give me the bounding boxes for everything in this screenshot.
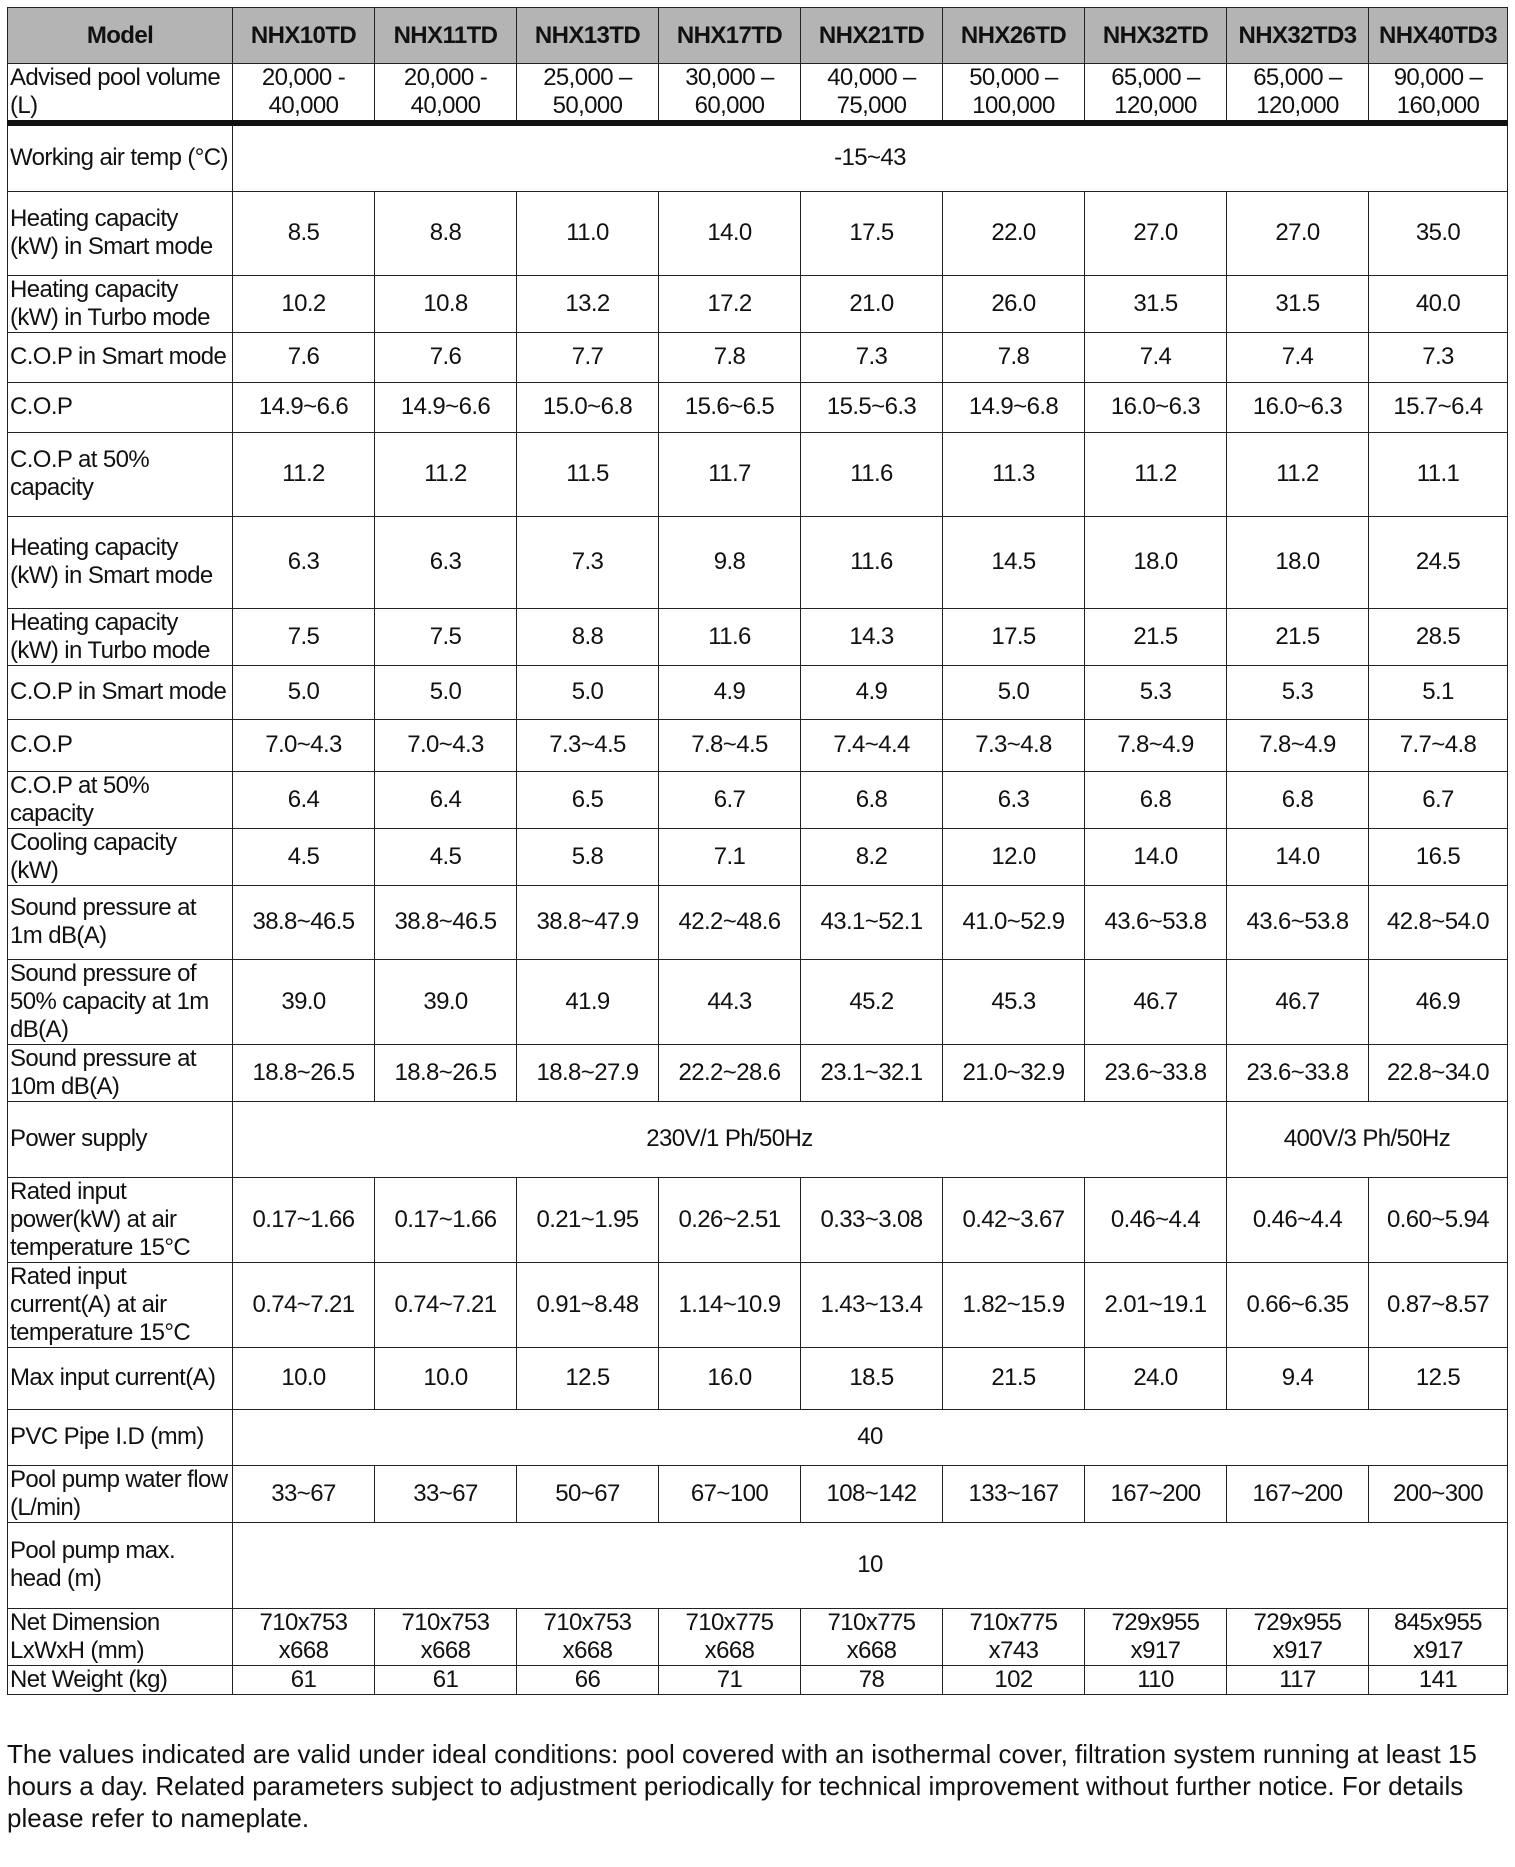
table-cell: 23.1~32.1 [801,1044,943,1101]
row-label: Pool pump water flow (L/min) [8,1465,233,1522]
table-cell: 710x775 x743 [943,1608,1085,1665]
table-cell: 11.2 [1227,432,1369,516]
spec-sheet [7,7,1507,1695]
table-cell: 710x775 x668 [801,1608,943,1665]
table-cell: 15.0~6.8 [517,382,659,432]
row-label: Heating capacity (kW) in Smart mode [8,191,233,275]
table-row [8,1665,1508,1694]
table-cell: 6.3 [943,771,1085,828]
table-cell: 0.21~1.95 [517,1177,659,1262]
table-cell: 845x955 x917 [1369,1608,1508,1665]
table-cell: 16.0~6.3 [1227,382,1369,432]
table-cell: 7.7~4.8 [1369,719,1508,771]
table-row [8,1608,1508,1665]
table-cell: 110 [1085,1665,1227,1694]
table-cell: 26.0 [943,275,1085,332]
table-cell: 43.1~52.1 [801,885,943,959]
table-cell: 7.3 [801,332,943,382]
table-cell: 38.8~47.9 [517,885,659,959]
table-cell: 14.3 [801,608,943,665]
table-cell: 20,000 - 40,000 [233,64,375,124]
table-row [8,959,1508,1044]
table-row [8,828,1508,885]
table-cell: 16.0 [659,1347,801,1409]
table-row [8,382,1508,432]
table-cell: 14.9~6.6 [233,382,375,432]
table-cell: 15.5~6.3 [801,382,943,432]
table-cell: 729x955 x917 [1085,1608,1227,1665]
table-row [8,719,1508,771]
table-cell: 14.0 [1085,828,1227,885]
row-label: C.O.P [8,719,233,771]
table-cell: 39.0 [375,959,517,1044]
row-label: PVC Pipe I.D (mm) [8,1409,233,1465]
table-cell: 17.5 [801,191,943,275]
row-label: Rated input current(A) at air temperature 15°C [8,1262,233,1347]
header-row [8,8,1508,64]
table-cell: 41.9 [517,959,659,1044]
header-model-column: NHX10TD [233,8,375,64]
table-row [8,1522,1508,1608]
table-cell: 28.5 [1369,608,1508,665]
table-cell: 22.8~34.0 [1369,1044,1508,1101]
header-model-column: NHX11TD [375,8,517,64]
table-cell: 7.4~4.4 [801,719,943,771]
table-cell: 38.8~46.5 [375,885,517,959]
table-cell: 14.0 [659,191,801,275]
table-cell: 710x753 x668 [375,1608,517,1665]
table-cell: 40,000 – 75,000 [801,64,943,124]
table-cell: 78 [801,1665,943,1694]
table-cell: 11.7 [659,432,801,516]
table-cell: 35.0 [1369,191,1508,275]
table-cell: 71 [659,1665,801,1694]
table-cell: 14.0 [1227,828,1369,885]
table-cell: 10 [233,1522,1508,1608]
table-cell: 4.5 [375,828,517,885]
table-row [8,1347,1508,1409]
table-cell: 21.5 [943,1347,1085,1409]
table-cell: 5.1 [1369,665,1508,719]
table-cell: 14.5 [943,516,1085,608]
table-cell: 65,000 – 120,000 [1227,64,1369,124]
table-cell: 11.5 [517,432,659,516]
table-cell: 21.0~32.9 [943,1044,1085,1101]
table-row [8,516,1508,608]
table-cell: 400V/3 Ph/50Hz [1227,1101,1508,1177]
table-cell: 41.0~52.9 [943,885,1085,959]
table-cell: 23.6~33.8 [1227,1044,1369,1101]
table-cell: 0.17~1.66 [375,1177,517,1262]
table-cell: -15~43 [233,123,1508,191]
table-cell: 6.8 [801,771,943,828]
table-cell: 11.0 [517,191,659,275]
table-cell: 11.2 [1085,432,1227,516]
table-cell: 1.14~10.9 [659,1262,801,1347]
table-cell: 43.6~53.8 [1085,885,1227,959]
table-cell: 90,000 – 160,000 [1369,64,1508,124]
table-cell: 18.8~27.9 [517,1044,659,1101]
table-cell: 46.9 [1369,959,1508,1044]
table-row [8,771,1508,828]
table-cell: 17.2 [659,275,801,332]
table-cell: 10.8 [375,275,517,332]
table-cell: 44.3 [659,959,801,1044]
table-cell: 45.2 [801,959,943,1044]
table-cell: 22.0 [943,191,1085,275]
row-label: Cooling capacity (kW) [8,828,233,885]
table-cell: 710x753 x668 [233,1608,375,1665]
table-cell: 16.0~6.3 [1085,382,1227,432]
table-row [8,191,1508,275]
header-model-column: NHX32TD3 [1227,8,1369,64]
row-label: Sound pressure of 50% capacity at 1m dB(A) [8,959,233,1044]
row-label: Pool pump max. head (m) [8,1522,233,1608]
header-model-column: NHX40TD3 [1369,8,1508,64]
table-cell: 167~200 [1085,1465,1227,1522]
table-cell: 6.4 [375,771,517,828]
table-cell: 12.5 [517,1347,659,1409]
table-cell: 7.5 [375,608,517,665]
table-cell: 8.8 [375,191,517,275]
table-cell: 30,000 – 60,000 [659,64,801,124]
table-cell: 46.7 [1085,959,1227,1044]
table-cell: 27.0 [1085,191,1227,275]
table-row [8,332,1508,382]
table-body [8,64,1508,1695]
header-model-column: NHX32TD [1085,8,1227,64]
table-cell: 7.0~4.3 [375,719,517,771]
table-cell: 38.8~46.5 [233,885,375,959]
header-model-column: NHX13TD [517,8,659,64]
table-cell: 0.33~3.08 [801,1177,943,1262]
table-cell: 7.8 [659,332,801,382]
row-label: Heating capacity (kW) in Turbo mode [8,608,233,665]
table-cell: 0.60~5.94 [1369,1177,1508,1262]
table-cell: 11.6 [659,608,801,665]
table-cell: 31.5 [1085,275,1227,332]
row-label: Sound pressure at 1m dB(A) [8,885,233,959]
table-cell: 15.6~6.5 [659,382,801,432]
table-cell: 24.0 [1085,1347,1227,1409]
table-cell: 65,000 – 120,000 [1085,64,1227,124]
table-row [8,123,1508,191]
table-cell: 5.0 [943,665,1085,719]
table-cell: 21.0 [801,275,943,332]
table-cell: 18.8~26.5 [233,1044,375,1101]
table-cell: 20,000 - 40,000 [375,64,517,124]
table-cell: 18.0 [1227,516,1369,608]
table-cell: 102 [943,1665,1085,1694]
table-cell: 133~167 [943,1465,1085,1522]
table-cell: 43.6~53.8 [1227,885,1369,959]
table-cell: 8.2 [801,828,943,885]
table-cell: 7.8~4.9 [1085,719,1227,771]
row-label: C.O.P at 50% capacity [8,771,233,828]
table-cell: 200~300 [1369,1465,1508,1522]
table-cell: 11.1 [1369,432,1508,516]
table-cell: 710x753 x668 [517,1608,659,1665]
table-cell: 6.8 [1227,771,1369,828]
table-cell: 2.01~19.1 [1085,1262,1227,1347]
table-row [8,432,1508,516]
table-cell: 0.91~8.48 [517,1262,659,1347]
table-row [8,1262,1508,1347]
table-row [8,1177,1508,1262]
table-cell: 0.46~4.4 [1085,1177,1227,1262]
table-cell: 12.0 [943,828,1085,885]
table-cell: 7.6 [233,332,375,382]
table-cell: 7.6 [375,332,517,382]
row-label: Sound pressure at 10m dB(A) [8,1044,233,1101]
header-model-column: NHX26TD [943,8,1085,64]
table-cell: 33~67 [375,1465,517,1522]
specification-table [7,7,1508,1695]
table-cell: 11.3 [943,432,1085,516]
table-cell: 10.2 [233,275,375,332]
row-label: Rated input power(kW) at air temperature 15°C [8,1177,233,1262]
table-cell: 50~67 [517,1465,659,1522]
table-cell: 31.5 [1227,275,1369,332]
table-cell: 1.43~13.4 [801,1262,943,1347]
table-cell: 4.9 [659,665,801,719]
table-cell: 5.3 [1085,665,1227,719]
table-cell: 12.5 [1369,1347,1508,1409]
table-cell: 15.7~6.4 [1369,382,1508,432]
table-cell: 7.0~4.3 [233,719,375,771]
table-cell: 11.6 [801,516,943,608]
row-label: Advised pool volume (L) [8,64,233,124]
table-cell: 5.0 [375,665,517,719]
table-row [8,1465,1508,1522]
table-cell: 6.8 [1085,771,1227,828]
table-cell: 61 [375,1665,517,1694]
table-cell: 11.6 [801,432,943,516]
table-cell: 1.82~15.9 [943,1262,1085,1347]
table-cell: 0.87~8.57 [1369,1262,1508,1347]
row-label: Working air temp (°C) [8,123,233,191]
table-cell: 67~100 [659,1465,801,1522]
row-label: Net Dimension LxWxH (mm) [8,1608,233,1665]
table-cell: 7.4 [1227,332,1369,382]
table-cell: 39.0 [233,959,375,1044]
table-row [8,1044,1508,1101]
table-cell: 14.9~6.8 [943,382,1085,432]
table-cell: 40 [233,1409,1508,1465]
table-cell: 230V/1 Ph/50Hz [233,1101,1227,1177]
table-cell: 10.0 [375,1347,517,1409]
table-cell: 9.8 [659,516,801,608]
table-cell: 22.2~28.6 [659,1044,801,1101]
table-cell: 7.4 [1085,332,1227,382]
header-model-column: NHX21TD [801,8,943,64]
row-label: C.O.P in Smart mode [8,665,233,719]
row-label: C.O.P in Smart mode [8,332,233,382]
table-cell: 6.5 [517,771,659,828]
table-cell: 7.8~4.9 [1227,719,1369,771]
table-cell: 6.4 [233,771,375,828]
footnote: The values indicated are valid under ideal conditions: pool covered with an isothermal cover, filtration system running at least 15 hours a day. Related parameters subject to adjustment periodically for technical improvement without further notice. For details please refer to nameplate. [7,1739,1477,1833]
table-cell: 7.7 [517,332,659,382]
table-cell: 50,000 – 100,000 [943,64,1085,124]
table-cell: 141 [1369,1665,1508,1694]
table-cell: 7.3 [517,516,659,608]
table-row [8,1409,1508,1465]
table-cell: 18.0 [1085,516,1227,608]
table-cell: 0.26~2.51 [659,1177,801,1262]
table-cell: 21.5 [1085,608,1227,665]
table-cell: 0.74~7.21 [375,1262,517,1347]
table-cell: 33~67 [233,1465,375,1522]
table-cell: 5.8 [517,828,659,885]
table-cell: 8.5 [233,191,375,275]
table-cell: 11.2 [233,432,375,516]
table-row [8,608,1508,665]
row-label: Max input current(A) [8,1347,233,1409]
table-cell: 18.8~26.5 [375,1044,517,1101]
table-row [8,275,1508,332]
row-label: Heating capacity (kW) in Smart mode [8,516,233,608]
table-cell: 7.3~4.5 [517,719,659,771]
table-cell: 0.66~6.35 [1227,1262,1369,1347]
table-cell: 7.1 [659,828,801,885]
table-cell: 13.2 [517,275,659,332]
table-cell: 0.17~1.66 [233,1177,375,1262]
table-cell: 45.3 [943,959,1085,1044]
table-cell: 18.5 [801,1347,943,1409]
row-label: Heating capacity (kW) in Turbo mode [8,275,233,332]
table-cell: 16.5 [1369,828,1508,885]
table-row [8,665,1508,719]
header-model-column: NHX17TD [659,8,801,64]
table-cell: 27.0 [1227,191,1369,275]
table-cell: 66 [517,1665,659,1694]
table-cell: 4.9 [801,665,943,719]
table-cell: 5.3 [1227,665,1369,719]
table-cell: 42.8~54.0 [1369,885,1508,959]
table-cell: 6.7 [1369,771,1508,828]
header-model: Model [8,8,233,64]
table-cell: 17.5 [943,608,1085,665]
table-cell: 10.0 [233,1347,375,1409]
table-cell: 23.6~33.8 [1085,1044,1227,1101]
table-cell: 8.8 [517,608,659,665]
row-label: C.O.P at 50% capacity [8,432,233,516]
table-cell: 40.0 [1369,275,1508,332]
row-label: C.O.P [8,382,233,432]
table-cell: 167~200 [1227,1465,1369,1522]
table-cell: 42.2~48.6 [659,885,801,959]
table-cell: 25,000 – 50,000 [517,64,659,124]
table-cell: 46.7 [1227,959,1369,1044]
table-cell: 4.5 [233,828,375,885]
table-row [8,1101,1508,1177]
table-cell: 117 [1227,1665,1369,1694]
table-cell: 61 [233,1665,375,1694]
table-cell: 21.5 [1227,608,1369,665]
table-cell: 7.3~4.8 [943,719,1085,771]
table-cell: 5.0 [233,665,375,719]
row-label: Power supply [8,1101,233,1177]
table-cell: 14.9~6.6 [375,382,517,432]
table-row [8,885,1508,959]
table-cell: 7.3 [1369,332,1508,382]
table-cell: 0.42~3.67 [943,1177,1085,1262]
table-cell: 9.4 [1227,1347,1369,1409]
table-cell: 6.3 [375,516,517,608]
table-cell: 0.74~7.21 [233,1262,375,1347]
row-label: Net Weight (kg) [8,1665,233,1694]
table-row [8,64,1508,124]
table-cell: 729x955 x917 [1227,1608,1369,1665]
table-cell: 108~142 [801,1465,943,1522]
table-cell: 6.7 [659,771,801,828]
table-cell: 11.2 [375,432,517,516]
table-cell: 6.3 [233,516,375,608]
table-cell: 24.5 [1369,516,1508,608]
table-cell: 0.46~4.4 [1227,1177,1369,1262]
table-cell: 7.5 [233,608,375,665]
table-cell: 710x775 x668 [659,1608,801,1665]
table-cell: 7.8~4.5 [659,719,801,771]
table-cell: 7.8 [943,332,1085,382]
table-cell: 5.0 [517,665,659,719]
